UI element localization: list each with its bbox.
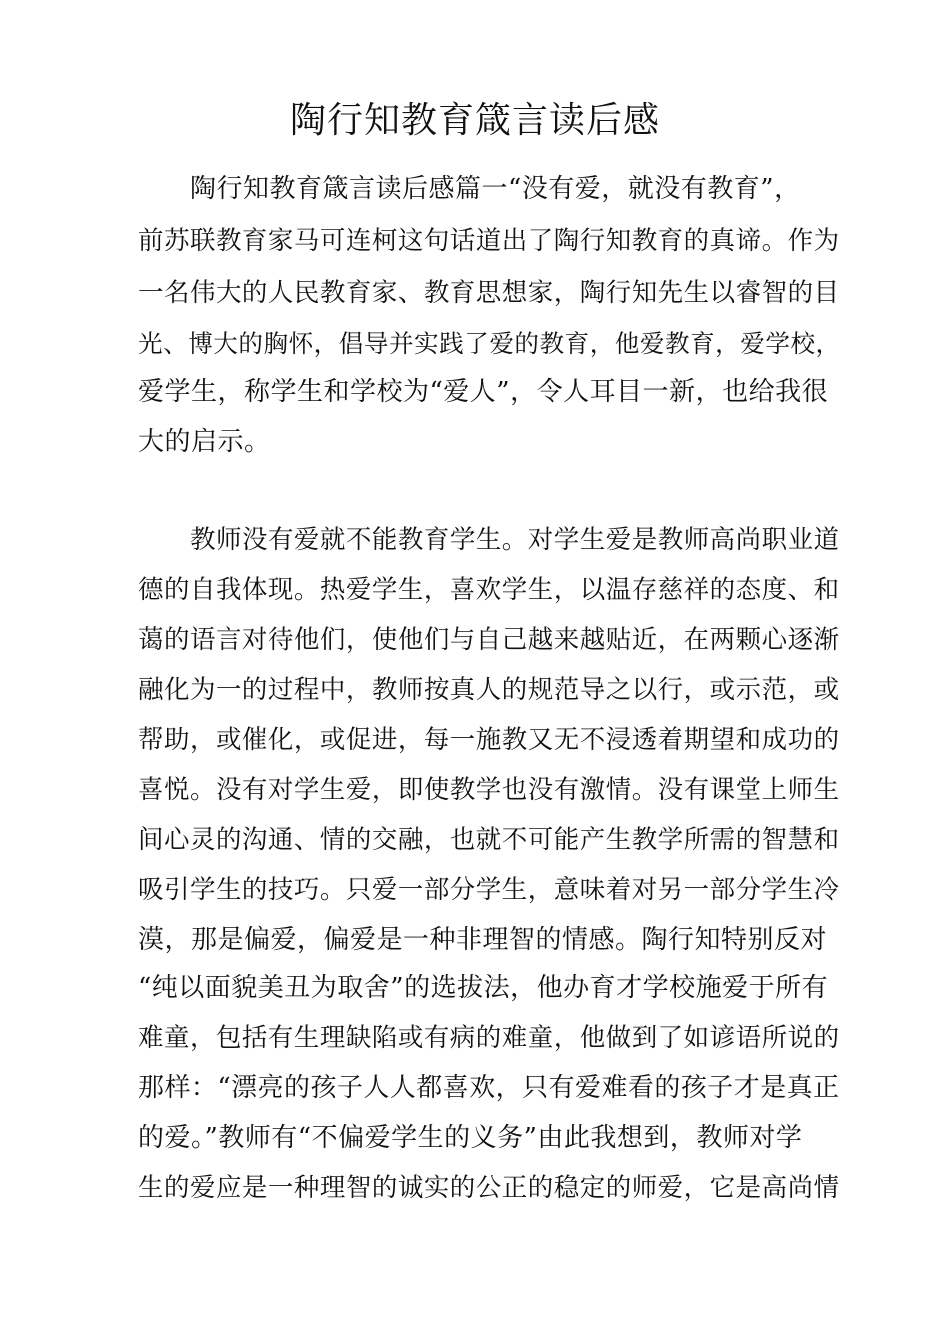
text-line: 前苏联教育家马可连柯这句话道出了陶行知教育的真谛。作为 [138, 226, 840, 256]
text-line: 间心灵的沟通、情的交融，也就不可能产生教学所需的智慧和 [138, 825, 840, 855]
text-line: 帮助，或催化，或促进，每一施教又无不浸透着期望和成功的 [138, 725, 840, 755]
text-line: 爱学生，称学生和学校为“爱人”，令人耳目一新，也给我很 [138, 377, 829, 407]
text-line: 难童，包括有生理缺陷或有病的难童，他做到了如谚语所说的 [138, 1023, 840, 1053]
text-line: 光、博大的胸怀，倡导并实践了爱的教育，他爱教育，爱学校， [138, 329, 841, 358]
document-title: 陶行知教育箴言读后感 [289, 100, 660, 141]
text-line: 吸引学生的技巧。只爱一部分学生，意味着对另一部分学生冷 [138, 875, 840, 905]
text-line: 蔼的语言对待他们，使他们与自己越来越贴近，在两颗心逐渐 [138, 625, 840, 655]
text-line: 那样：“漂亮的孩子人人都喜欢，只有爱难看的孩子才是真正 [138, 1073, 840, 1103]
text-line: 陶行知教育箴言读后感篇一“没有爱，就没有教育”， [190, 174, 801, 204]
text-line: 一名伟大的人民教育家、教育思想家，陶行知先生以睿智的目 [138, 278, 840, 308]
text-line: 大的启示。 [138, 427, 271, 457]
text-line: 漠，那是偏爱，偏爱是一种非理智的情感。陶行知特别反对 [138, 925, 828, 955]
text-line: 的爱。”教师有“不偏爱学生的义务”由此我想到，教师对学 [138, 1123, 803, 1153]
text-line: 德的自我体现。热爱学生，喜欢学生，以温存慈祥的态度、和 [138, 575, 840, 605]
text-line: 喜悦。没有对学生爱，即使教学也没有激情。没有课堂上师生 [138, 775, 840, 805]
text-line: 融化为一的过程中，教师按真人的规范导之以行，或示范，或 [138, 675, 840, 705]
text-line: 生的爱应是一种理智的诚实的公正的稳定的师爱，它是高尚情 [138, 1173, 840, 1203]
text-line: 教师没有爱就不能教育学生。对学生爱是教师高尚职业道 [190, 525, 840, 555]
text-line: “纯以面貌美丑为取舍”的选拔法，他办育才学校施爱于所有 [138, 973, 829, 1003]
